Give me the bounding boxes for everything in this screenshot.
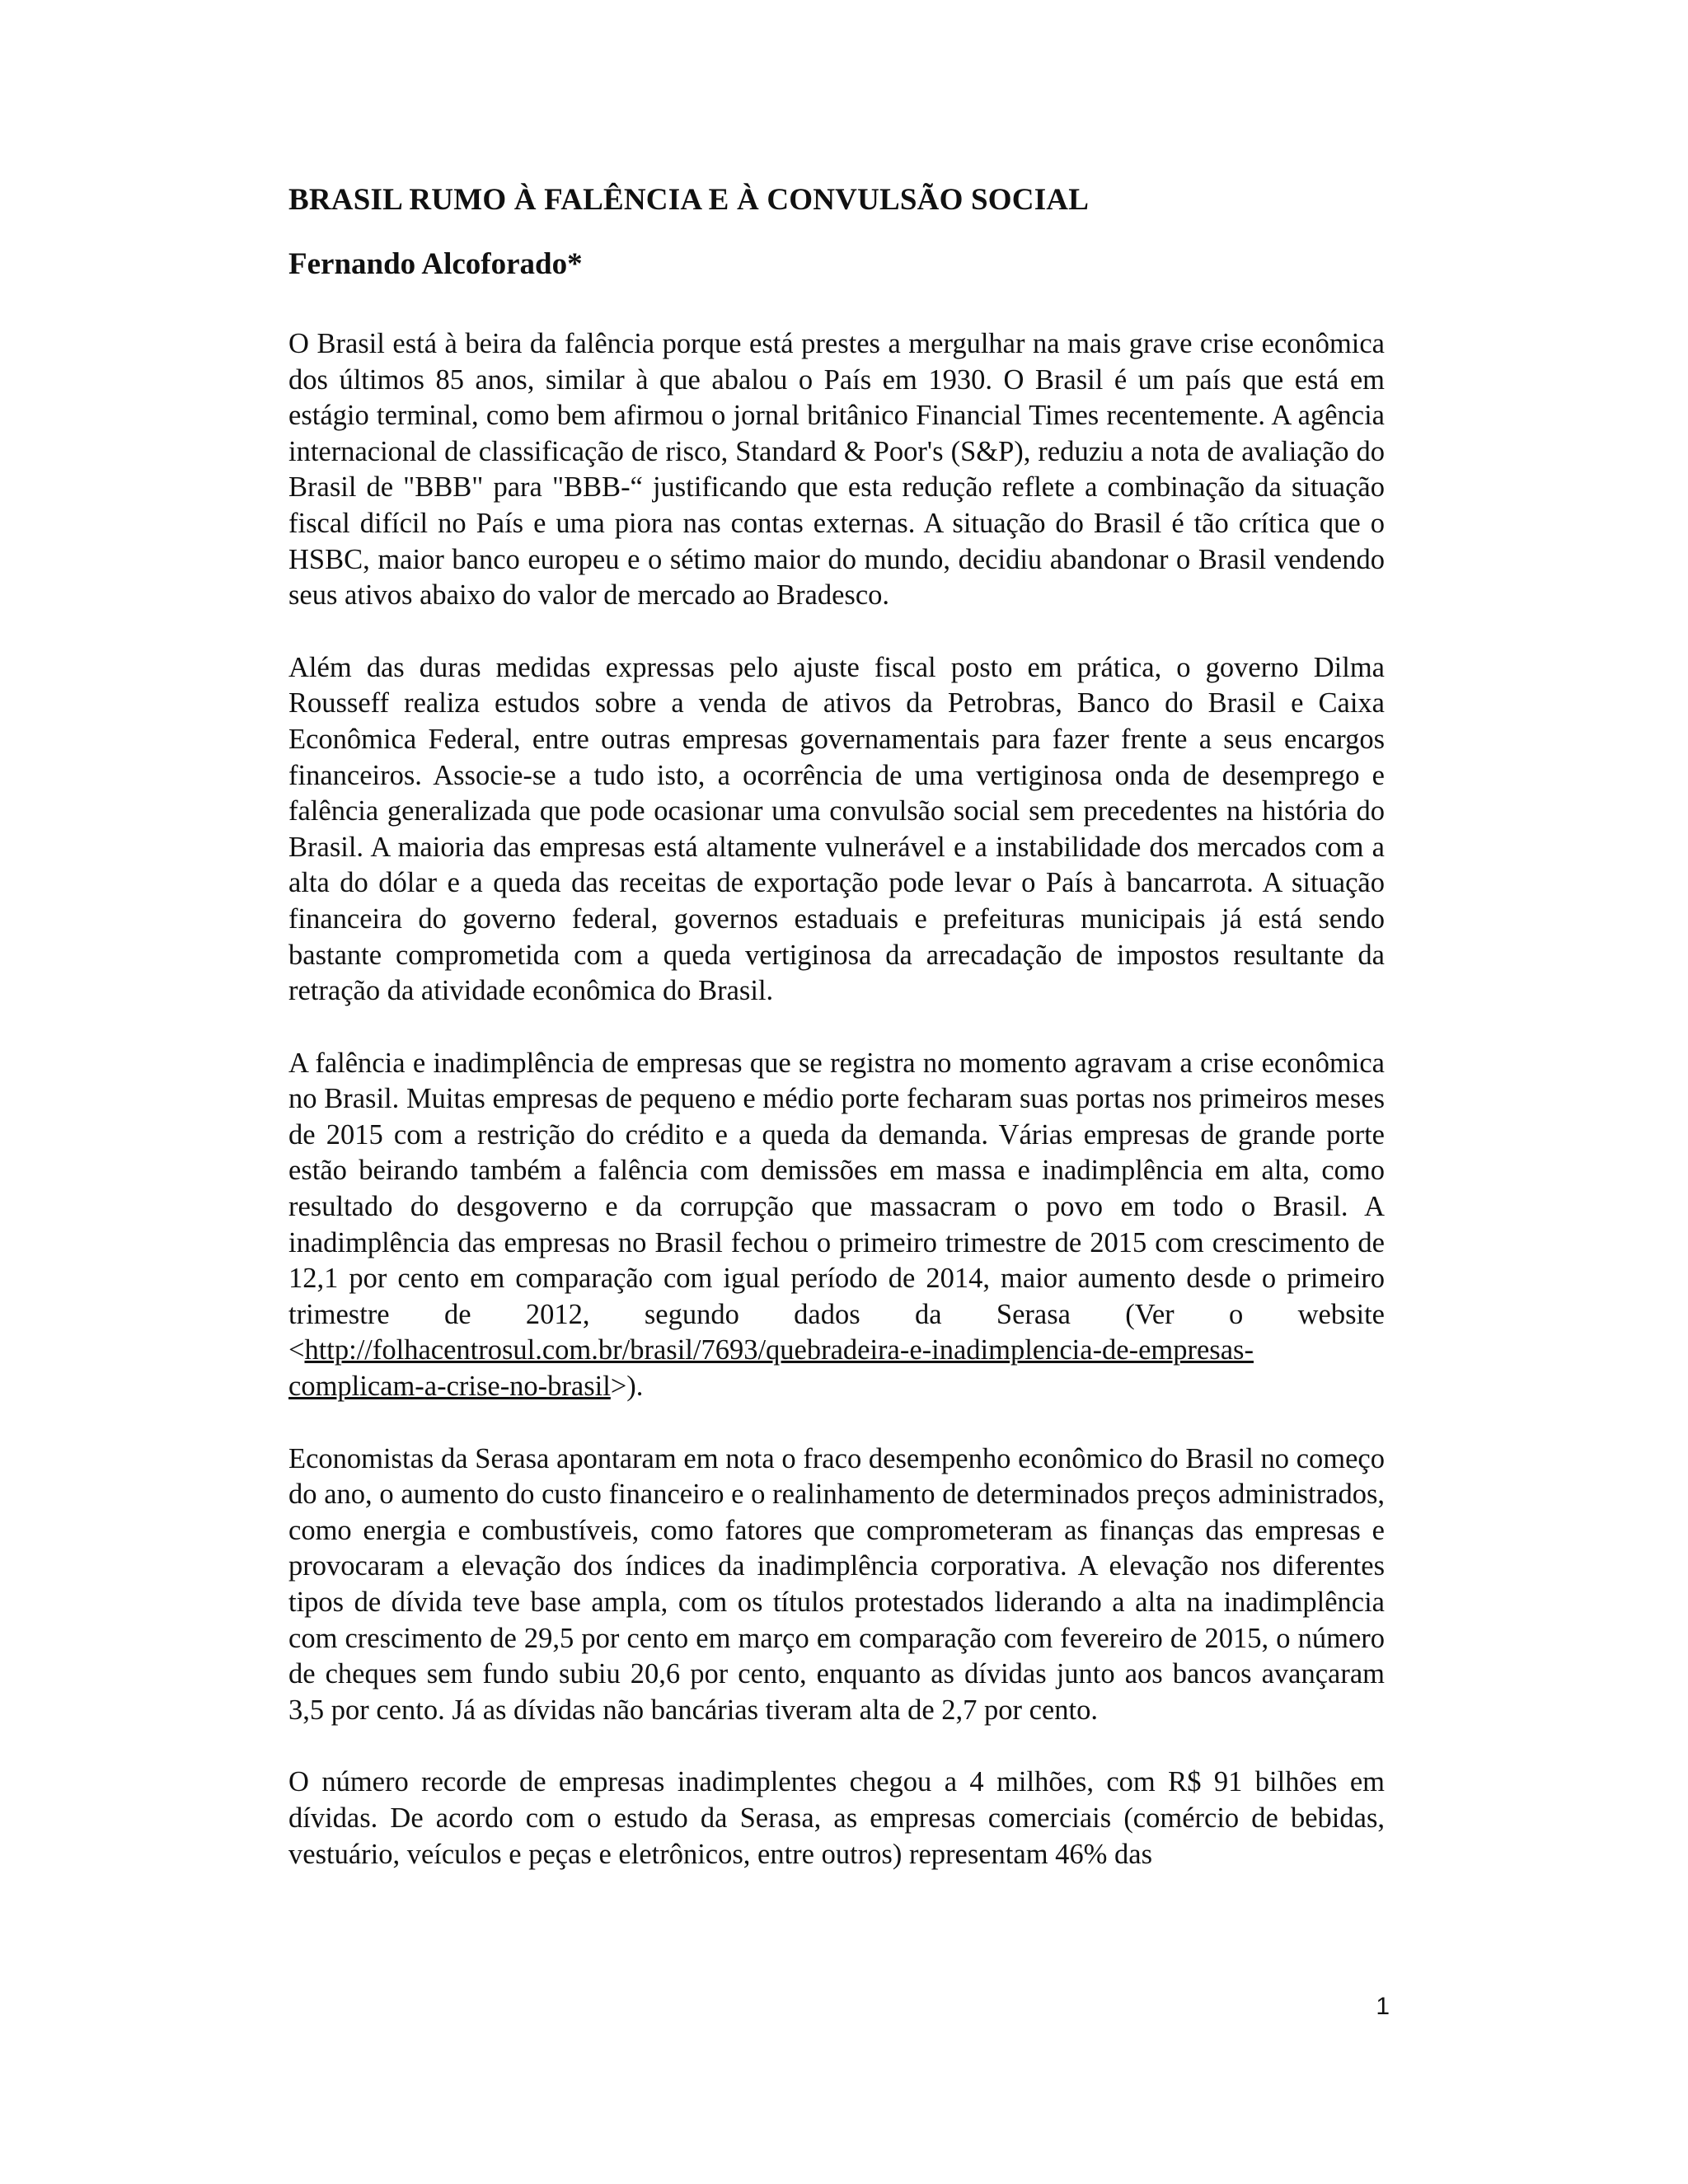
page-number: 1 (1376, 1993, 1390, 2020)
paragraph-5: O número recorde de empresas inadimplentes chegou a 4 milhões, com R$ 91 bilhões em dívidas. De acordo com o estudo da Serasa, as empresas comerciais (comércio de bebidas, vestuário, veículos e peças e eletrônicos, entre outros) representam 46% das (288, 1766, 1385, 1870)
paragraph-2: Além das duras medidas expressas pelo ajuste fiscal posto em prática, o governo Dilma Rousseff realiza estudos sobre a venda de ativos da Petrobras, Banco do Brasil e Caixa Econômica Federal, entre outras empresas governamentais para fazer frente a seus encargos financeiros. Associe-se a tudo isto, a ocorrência de uma vertiginosa onda de desemprego e falência generalizada que pode ocasionar uma convulsão social sem precedentes na história do Brasil. A maioria das empresas está altamente vulnerável e a instabilidade dos mercados com a alta do dólar e a queda das receitas de exportação pode levar o País à bancarrota. A situação financeira do governo federal, governos estaduais e prefeituras municipais já está sendo bastante comprometida com a queda vertiginosa da arrecadação de impostos resultante da retração da atividade econômica do Brasil. (288, 651, 1385, 1007)
document-author: Fernando Alcoforado* (288, 247, 583, 281)
paragraph-3-text-before: A falência e inadimplência de empresas que se registra no momento agravam a crise econômica no Brasil. Muitas empresas de pequeno e médio porte fecharam suas portas nos primeiros meses de 2015 com a restrição do crédito e a queda da demanda. Várias empresas de grande porte estão beirando também a falência com demissões em massa e inadimplência em alta, como resultado do desgoverno e da corrupção que massacram o povo em todo o Brasil. A inadimplência das empresas no Brasil fechou o primeiro trimestre de 2015 com crescimento de 12,1 por cento em comparação com igual período de 2014, maior aumento desde o primeiro trimestre de 2012, segundo dados da Serasa (Ver o website < (288, 1047, 1385, 1366)
document-body (288, 326, 1385, 1872)
paragraph-4: Economistas da Serasa apontaram em nota o fraco desempenho econômico do Brasil no começo do ano, o aumento do custo financeiro e o realinhamento de determinados preços administrados, como energia e combustíveis, como fatores que comprometeram as finanças das empresas e provocaram a elevação dos índices da inadimplência corporativa. A elevação nos diferentes tipos de dívida teve base ampla, com os títulos protestados liderando a alta na inadimplência com crescimento de 29,5 por cento em março em comparação com fevereiro de 2015, o número de cheques sem fundo subiu 20,6 por cento, enquanto as dívidas junto aos bancos avançaram 3,5 por cento. Já as dívidas não bancárias tiveram alta de 2,7 por cento. (288, 1442, 1385, 1726)
source-link[interactable]: http://folhacentrosul.com.br/brasil/7693/quebradeira-e-inadimplencia-de-empresas-complicam-a-crise-no-brasil (288, 1334, 1254, 1403)
paragraph-1: O Brasil está à beira da falência porque está prestes a mergulhar na mais grave crise econômica dos últimos 85 anos, similar à que abalou o País em 1930. O Brasil é um país que está em estágio terminal, como bem afirmou o jornal britânico Financial Times recentemente. A agência internacional de classificação de risco, Standard & Poor's (S&P), reduziu a nota de avaliação do Brasil de "BBB" para "BBB-“ justificando que esta redução reflete a combinação da situação fiscal difícil no País e uma piora nas contas externas. A situação do Brasil é tão crítica que o HSBC, maior banco europeu e o sétimo maior do mundo, decidiu abandonar o Brasil vendendo seus ativos abaixo do valor de mercado ao Bradesco. (288, 328, 1385, 612)
document-title: BRASIL RUMO À FALÊNCIA E À CONVULSÃO SOCIAL (288, 183, 1090, 217)
paragraph-3 (288, 1046, 1385, 1405)
paragraph-3-text-after: >). (610, 1371, 644, 1403)
document-page (288, 181, 1385, 1909)
